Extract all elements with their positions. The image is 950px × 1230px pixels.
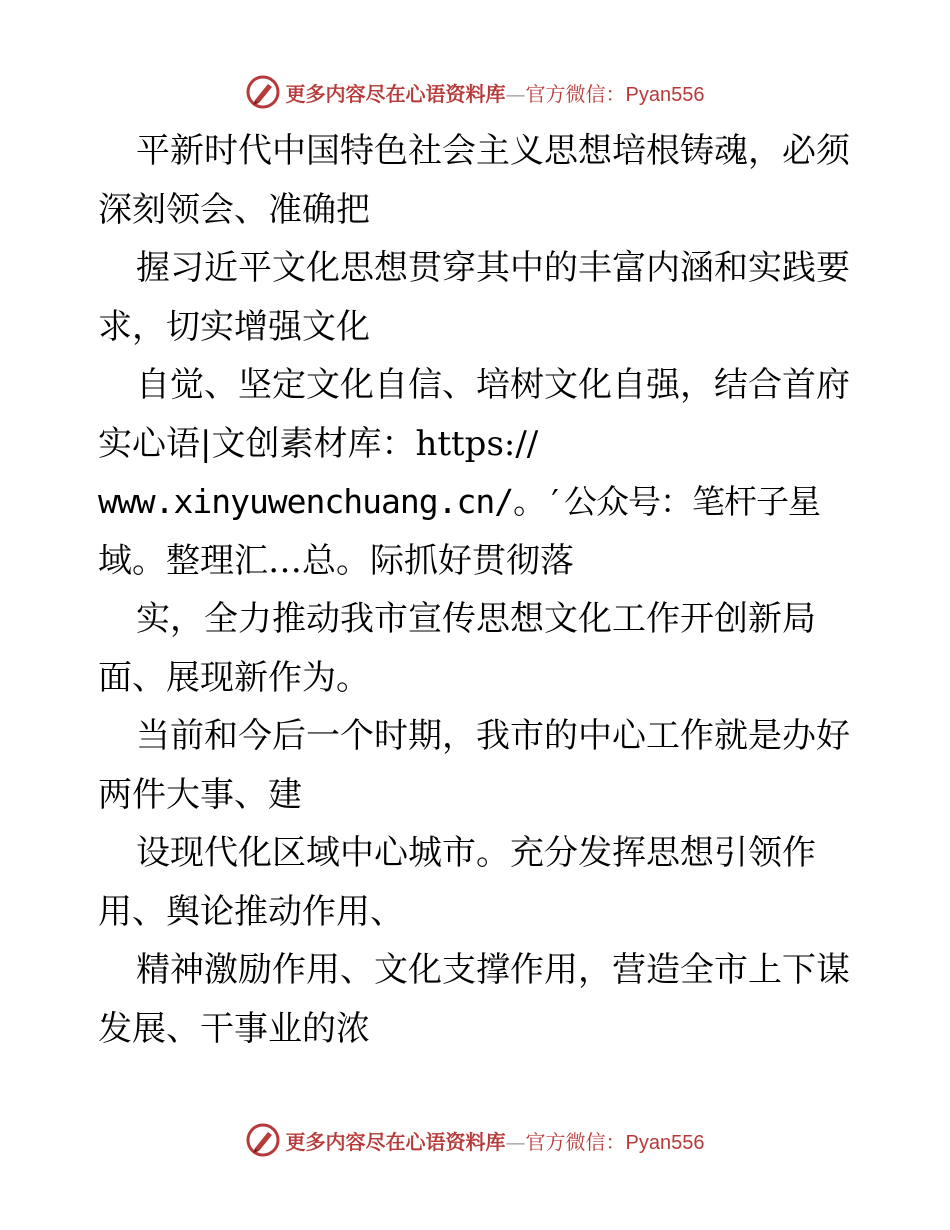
text-line: 实心语|文创素材库：https:// — [98, 423, 539, 464]
header-separator: — — [505, 81, 526, 106]
document-body — [98, 122, 858, 1058]
text-line: 当前和今后一个时期，我市的中心工作就是办好 — [136, 716, 850, 756]
text-line: 设现代化区域中心城市。充分发挥思想引领作 — [136, 833, 816, 873]
footer-wechat-label: 官方微信： — [525, 1131, 626, 1154]
footer-banner — [0, 1120, 950, 1160]
text-line: 精神激励作用、文化支撑作用，营造全市上下谋 — [136, 950, 850, 990]
header-wechat-label: 官方微信： — [525, 83, 626, 106]
text-line: 两件大事、建 — [98, 774, 302, 815]
text-line: 平新时代中国特色社会主义思想培根铸魂，必须 — [136, 131, 850, 171]
text-line: 用、舆论推动作用、 — [98, 891, 404, 932]
text-line: 求，切实增强文化 — [98, 306, 370, 347]
footer-separator: — — [505, 1129, 526, 1154]
header-banner — [0, 72, 950, 112]
header-wechat-id: Pyan556 — [625, 83, 705, 106]
text-line: 域。整理汇…总。际抓好贯彻落 — [98, 540, 574, 581]
footer-wechat-id: Pyan556 — [625, 1131, 705, 1154]
footer-banner-text — [286, 1126, 705, 1155]
text-line: 握习近平文化思想贯穿其中的丰富内涵和实践要 — [136, 248, 850, 288]
text-line: www.xinyuwenchuang.cn/。′公众号：笔杆子星 — [98, 482, 820, 521]
text-line: 面、展现新作为。 — [98, 657, 370, 698]
header-site-slogan: 更多内容尽在心语资料库 — [285, 81, 506, 106]
pen-logo-icon — [246, 1123, 280, 1157]
text-line: 实，全力推动我市宣传思想文化工作开创新局 — [136, 599, 816, 639]
text-line: 发展、干事业的浓 — [98, 1008, 370, 1049]
footer-site-slogan: 更多内容尽在心语资料库 — [285, 1129, 506, 1154]
text-line: 自觉、坚定文化自信、培树文化自强，结合首府 — [136, 365, 850, 405]
header-banner-text — [286, 78, 705, 107]
pen-logo-icon — [246, 75, 280, 109]
text-line: 深刻领会、准确把 — [98, 189, 370, 230]
